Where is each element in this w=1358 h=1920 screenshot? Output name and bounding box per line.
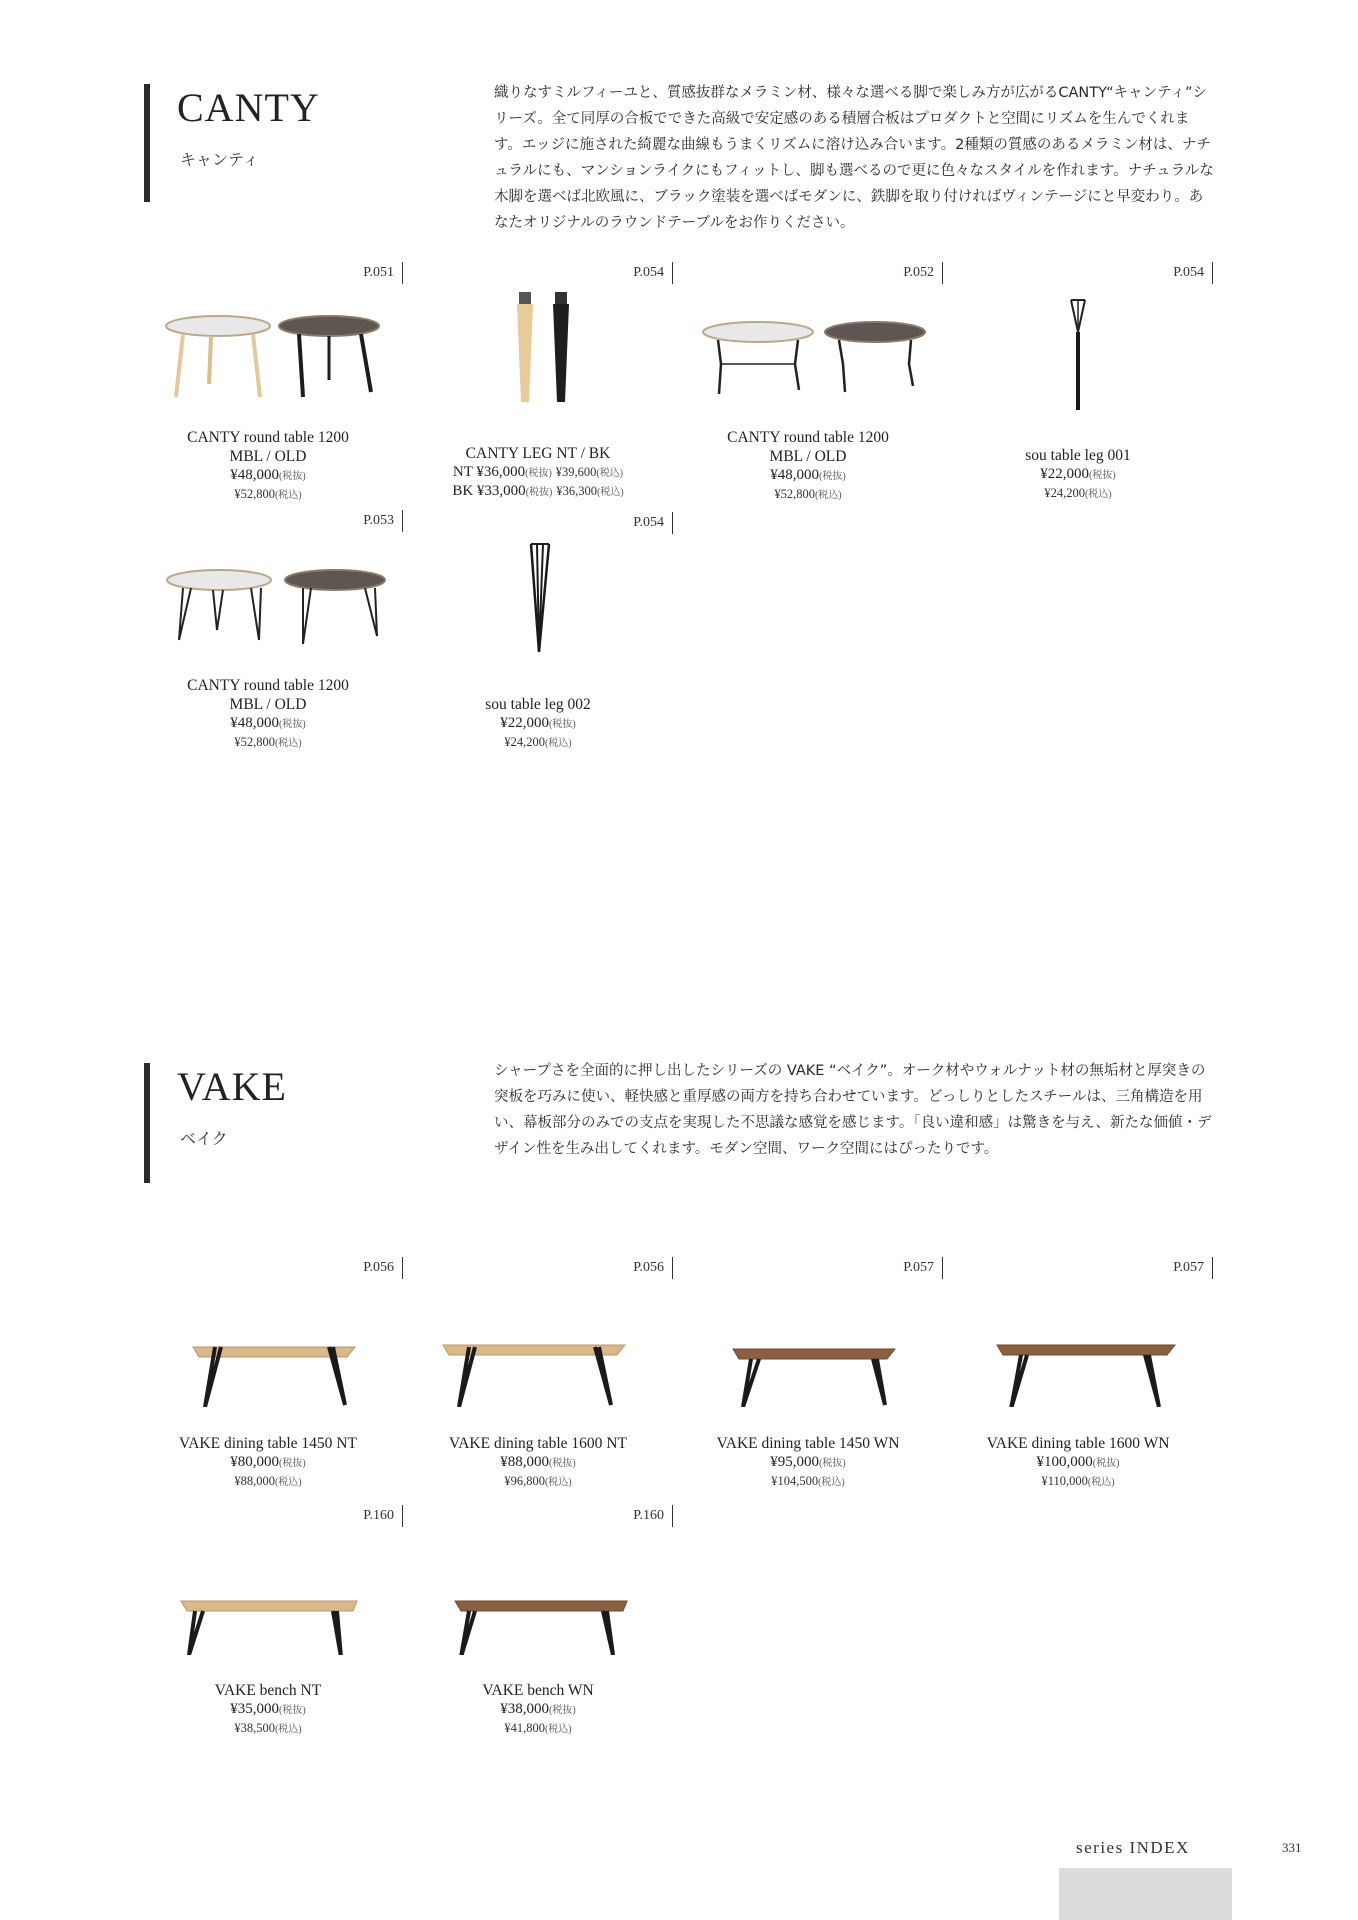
tax-label: (税込) [818,1477,845,1488]
page-reference[interactable]: P.056 [633,1257,673,1279]
product-name: sou table leg 001 [1025,447,1131,464]
product-name: VAKE bench WN [482,1682,594,1699]
canty-item-4[interactable] [943,262,1213,502]
vake-item-6[interactable] [403,1505,673,1745]
canty-item-2[interactable] [403,262,673,502]
vake-intro: シャープさを全面的に押し出したシリーズの VAKE “ベイク”。オーク材やウォルナット材の無垢材と厚突きの突板を巧みに使い、軽快感と重厚感の両方を持ち合わせています。どっしりとしたスチールは、三角構造を用い、幕板部分のみでの支点を実現した不思議な感覚を感じます。「良い違和感」は驚きを与え、新たな価値・デザイン性を生み出してくれます。モダン空間、ワーク空間にはぴったりです。 [494,1063,1212,1157]
page-reference[interactable]: P.051 [363,262,403,284]
price-incl-tax: ¥41,800 [504,1721,545,1735]
product-name: VAKE dining table 1450 NT [179,1435,357,1452]
page-reference[interactable]: P.054 [633,262,673,284]
price-excl-tax: ¥100,000 [1036,1454,1093,1470]
price-excl-tax: ¥35,000 [230,1701,280,1717]
canty-intro: 織りなすミルフィーユと、質感抜群なメラミン材、様々な選べる脚で楽しみ方が広がるCANTY“キャンティ”シリーズ。全て同厚の合板でできた高級で安定感のある積層合板はプロダクトと空間にリズムを生んでくれます。エッジに施された綺麗な曲線もうまくリズムに溶け込み合います。2種類の質感のあるメラミン材は、ナチュラルにも、マンションライクにもフィットし、脚も選べるので更に色々なスタイルを作れます。ナチュラルな木脚を選べば北欧風に、ブラック塗装を選べばモダンに、鉄脚を取り付ければヴィンテージにと早変わり。あなたオリジナルのラウンドテーブルをお作りください。 [494,85,1214,231]
product-name: VAKE bench NT [214,1682,322,1699]
tax-label: (税込) [544,738,572,749]
tax-label: (税込) [274,1477,302,1488]
page-reference[interactable]: P.054 [633,512,673,534]
price-incl-tax: ¥24,200 [1044,486,1085,500]
price-incl-tax: ¥52,800 [774,487,815,501]
page-reference[interactable]: P.057 [1173,1257,1213,1279]
tax-label: (税込) [596,468,624,479]
tax-label: (税込) [814,490,842,501]
price-incl-tax: ¥38,500 [234,1721,275,1735]
vake-kana: ベイク [180,1129,228,1148]
product-name: sou table leg 002 [485,696,591,713]
tax-label: (税込) [1087,1477,1115,1488]
index-tab[interactable] [1059,1868,1232,1920]
page-reference[interactable]: P.054 [1173,262,1213,284]
product-variant: MBL / OLD [229,696,307,713]
round-table-hairpin-legs-image [133,540,403,660]
canty-kana: キャンティ [180,150,259,169]
price-incl-tax: ¥52,800 [234,487,275,501]
tax-label: (税抜) [549,1705,576,1716]
canty-title: CANTY [177,85,320,130]
bk-price-excl-tax: BK ¥33,000 [452,483,526,499]
canty-item-3[interactable] [673,262,943,502]
price-incl-tax: ¥110,000 [1041,1474,1088,1488]
page-number: 331 [1282,1840,1302,1855]
vake-dining-table-wn-image [673,1287,943,1407]
price-excl-tax: ¥38,000 [500,1701,550,1717]
round-table-steel-legs-image [673,292,943,412]
bk-price-incl-tax: ¥36,300 [556,484,597,498]
sou-table-leg-001-image [943,292,1213,412]
tax-label: (税抜) [819,471,846,482]
canty-item-6[interactable] [403,512,673,752]
vake-dining-table-wn-image [943,1287,1213,1407]
round-table-wood-legs-image [133,292,403,412]
tax-label: (税抜) [279,1458,306,1469]
vake-item-4[interactable] [943,1257,1213,1497]
price-excl-tax: ¥48,000 [230,467,280,483]
canty-item-5[interactable] [133,510,403,750]
tax-label: (税抜) [525,487,553,498]
vake-item-5[interactable] [133,1505,403,1745]
tax-label: (税抜) [549,719,576,730]
product-variant: MBL / OLD [769,448,847,465]
product-name: VAKE dining table 1600 WN [986,1435,1170,1452]
canty-section-bar [144,84,150,202]
tax-label: (税込) [1084,489,1112,500]
price-incl-tax: ¥88,000 [234,1474,275,1488]
product-name: VAKE dining table 1600 NT [449,1435,627,1452]
series-index-label: series INDEX [1076,1838,1190,1857]
tax-label: (税抜) [1089,470,1116,481]
tax-label: (税込) [274,490,302,501]
sou-table-leg-002-image [403,542,673,662]
vake-dining-table-nt-image [403,1287,673,1407]
vake-title: VAKE [177,1064,287,1109]
price-excl-tax: ¥48,000 [770,467,820,483]
tax-label: (税込) [544,1724,572,1735]
tax-label: (税抜) [279,471,306,482]
table-legs-image [403,292,673,412]
tax-label: (税抜) [549,1458,576,1469]
vake-item-3[interactable] [673,1257,943,1497]
vake-bench-wn-image [403,1535,673,1655]
price-excl-tax: ¥22,000 [500,715,550,731]
tax-label: (税抜) [819,1458,846,1469]
tax-label: (税込) [544,1477,572,1488]
page-reference[interactable]: P.057 [903,1257,943,1279]
page-reference[interactable]: P.056 [363,1257,403,1279]
price-incl-tax: ¥96,800 [504,1474,545,1488]
price-incl-tax: ¥104,500 [771,1474,819,1488]
product-name: CANTY LEG NT / BK [465,445,611,462]
vake-section-bar [144,1063,150,1183]
vake-bench-nt-image [133,1535,403,1655]
canty-item-1[interactable] [133,262,403,502]
vake-item-2[interactable] [403,1257,673,1497]
price-incl-tax: ¥52,800 [234,735,275,749]
price-excl-tax: ¥88,000 [500,1454,550,1470]
tax-label: (税込) [596,487,624,498]
price-excl-tax: ¥95,000 [770,1454,820,1470]
product-variant: MBL / OLD [229,448,307,465]
price-excl-tax: ¥48,000 [230,715,280,731]
tax-label: (税抜) [279,719,306,730]
page-reference[interactable]: P.160 [363,1505,403,1527]
nt-price-excl-tax: NT ¥36,000 [452,464,526,480]
tax-label: (税込) [274,738,302,749]
price-incl-tax: ¥24,200 [504,735,545,749]
product-name: VAKE dining table 1450 WN [716,1435,900,1452]
vake-dining-table-nt-image [133,1287,403,1407]
price-excl-tax: ¥22,000 [1040,466,1090,482]
page-reference[interactable]: P.160 [633,1505,673,1527]
page-reference[interactable]: P.052 [903,262,943,284]
tax-label: (税抜) [525,468,552,479]
product-name: CANTY round table 1200 [187,429,349,446]
price-excl-tax: ¥80,000 [230,1454,280,1470]
page-reference[interactable]: P.053 [363,510,403,532]
nt-price-incl-tax: ¥39,600 [555,465,597,479]
product-name: CANTY round table 1200 [187,677,349,694]
tax-label: (税抜) [279,1705,306,1716]
vake-item-1[interactable] [133,1257,403,1497]
tax-label: (税抜) [1092,1458,1120,1469]
product-name: CANTY round table 1200 [727,429,889,446]
tax-label: (税込) [274,1724,302,1735]
